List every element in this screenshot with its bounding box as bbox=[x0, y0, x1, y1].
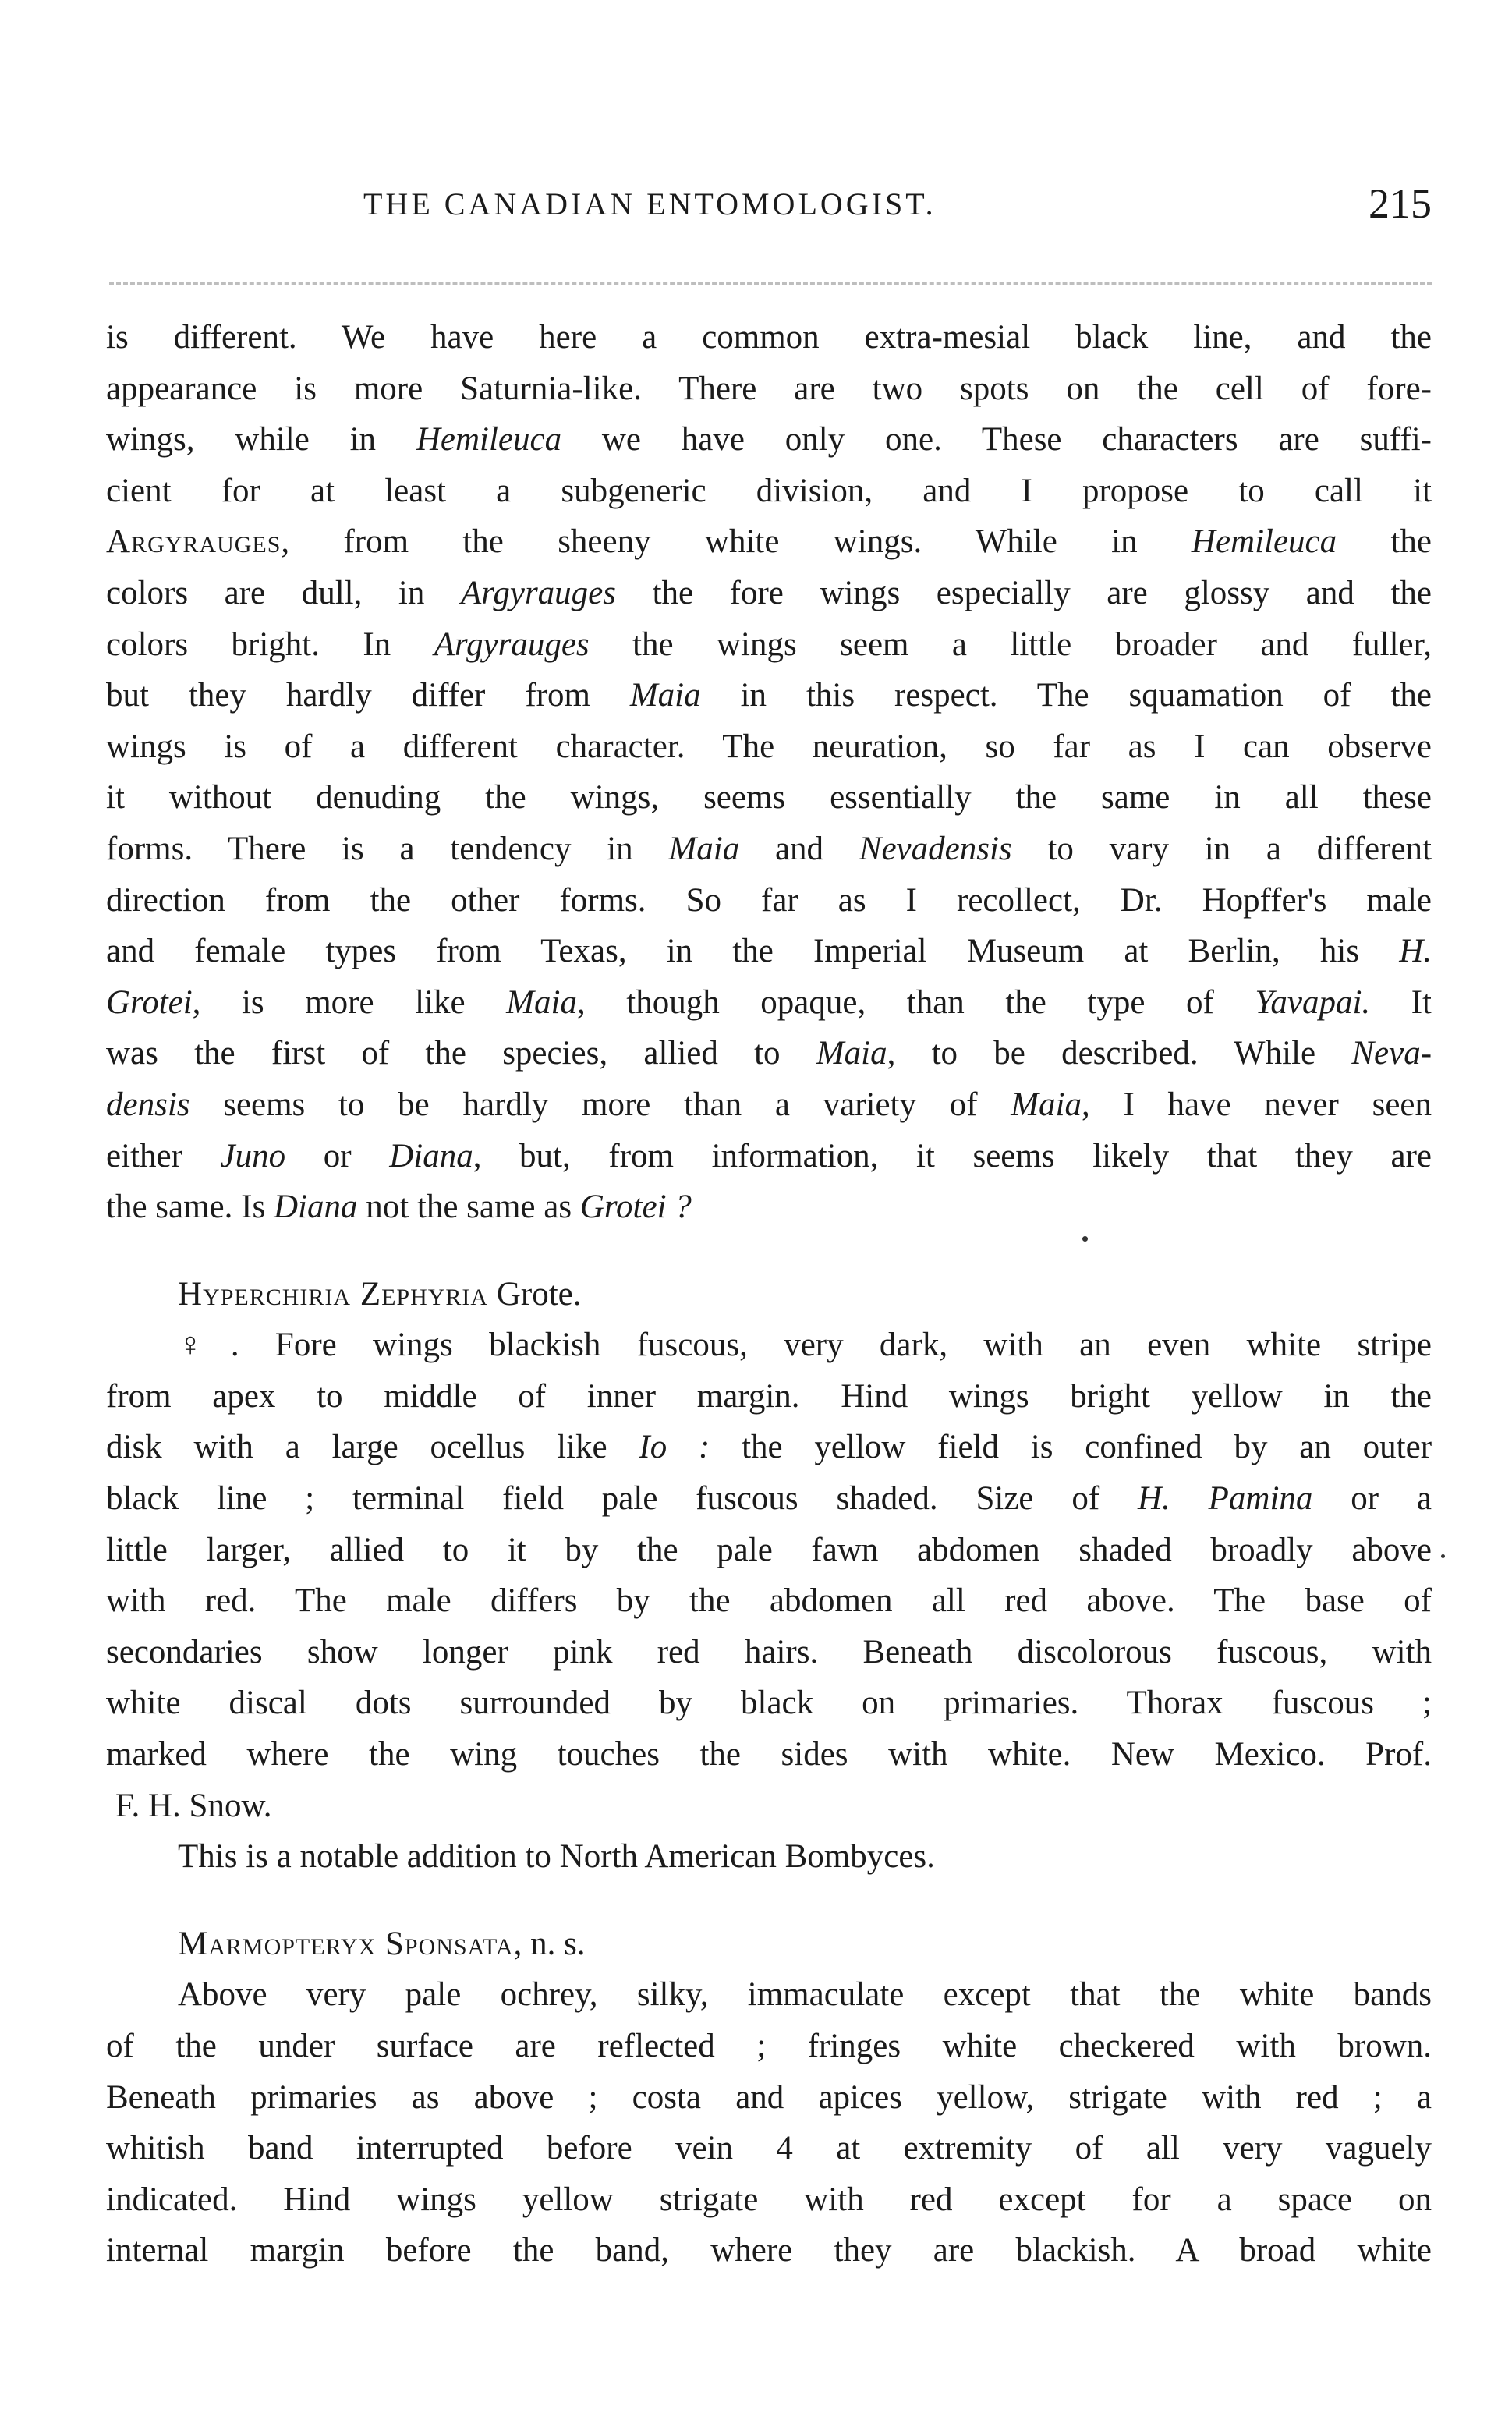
text-segment: whitish band interrupted before vein 4 at extremity of all very vaguely bbox=[106, 2130, 1432, 2167]
text-segment: not the same as bbox=[357, 1189, 580, 1226]
text-line bbox=[106, 1422, 1432, 1473]
text-segment: wings is of a different character. The neuration, so far as I can observe bbox=[106, 728, 1432, 765]
text-segment: it without denuding the wings, seems essentially the same in all these bbox=[106, 779, 1432, 817]
text-segment: and bbox=[739, 830, 859, 867]
genus-name: Hemileuca bbox=[1191, 523, 1337, 561]
text-line bbox=[106, 568, 1432, 619]
text-segment: indicated. Hind wings yellow strigate with red except for a space on bbox=[106, 2181, 1432, 2218]
text-segment: black line ; terminal field pale fuscous shaded. Size of bbox=[106, 1480, 1138, 1518]
text-segment: secondaries show longer pink red hairs. Beneath discolorous fuscous, with bbox=[106, 1633, 1432, 1671]
text-segment: internal margin before the band, where they are blackish. A broad white bbox=[106, 2232, 1432, 2269]
species-name: Juno bbox=[220, 1137, 286, 1175]
text-line bbox=[106, 2123, 1432, 2174]
text-line bbox=[106, 926, 1432, 977]
text-line bbox=[106, 2174, 1432, 2226]
text-segment: is different. We have here a common extra-mesial black line, and the bbox=[106, 319, 1432, 356]
header-rule bbox=[109, 282, 1432, 285]
text-segment: or a bbox=[1312, 1480, 1432, 1518]
text-line bbox=[106, 1320, 1432, 1371]
species-name: Yavapai. bbox=[1255, 983, 1371, 1021]
text-line bbox=[106, 1678, 1432, 1729]
species-name: Io : bbox=[639, 1429, 710, 1466]
text-segment: cient for at least a subgeneric division, and I propose to call it bbox=[106, 472, 1432, 509]
page-body bbox=[106, 312, 1432, 2276]
text-segment: in this respect. The squamation of the bbox=[700, 677, 1432, 714]
text-segment: little larger, allied to it by the pale fawn abdomen shaded broadly above bbox=[106, 1531, 1432, 1568]
text-line bbox=[106, 2021, 1432, 2072]
text-line bbox=[106, 977, 1432, 1029]
text-line bbox=[106, 619, 1432, 671]
text-line bbox=[106, 1131, 1432, 1182]
text-segment: the bbox=[1337, 523, 1432, 561]
text-segment: the same. Is bbox=[106, 1189, 274, 1226]
text-segment: marked where the wing touches the sides with white. New Mexico. Prof. bbox=[106, 1736, 1432, 1773]
section-spacer bbox=[106, 1883, 1432, 1919]
text-line bbox=[106, 670, 1432, 721]
species-name: Grotei ? bbox=[579, 1189, 692, 1226]
text-line bbox=[106, 1831, 1432, 1883]
species-name: Maia bbox=[1011, 1086, 1082, 1123]
text-segment: , from the sheeny white wings. While in bbox=[281, 523, 1192, 561]
species-heading-author: Grote. bbox=[488, 1275, 582, 1313]
genus-name: Argyrauges bbox=[434, 625, 590, 663]
paragraph-argyrauges bbox=[106, 312, 1432, 1233]
species-heading-name: Marmopteryx Sponsata bbox=[178, 1925, 514, 1962]
text-segment: Beneath primaries as above ; costa and apices yellow, strigate with red ; a bbox=[106, 2078, 1432, 2116]
text-segment: of the under surface are reflected ; fringes white checkered with brown. bbox=[106, 2028, 1432, 2064]
new-genus-name: Argyrauges bbox=[106, 523, 282, 561]
text-line bbox=[106, 1729, 1432, 1780]
text-line bbox=[106, 1969, 1432, 2021]
entry-marmopteryx-sponsata bbox=[106, 1919, 1432, 2276]
text-line bbox=[106, 1079, 1432, 1131]
species-name: H. Pamina bbox=[1138, 1480, 1313, 1518]
species-heading-name: Hyperchiria Zephyria bbox=[178, 1275, 489, 1313]
text-line bbox=[106, 824, 1432, 875]
text-line bbox=[106, 414, 1432, 466]
species-name: Grotei bbox=[106, 983, 193, 1021]
species-name: Maia bbox=[816, 1035, 887, 1072]
text-line bbox=[106, 1575, 1432, 1627]
text-segment: seems to be hardly more than a variety of bbox=[189, 1086, 1011, 1123]
entry-hyperchiria-zephyria bbox=[106, 1269, 1432, 1883]
species-name: H. bbox=[1399, 933, 1432, 970]
text-segment: forms. There is a tendency in bbox=[106, 830, 669, 867]
print-speck bbox=[1082, 1236, 1088, 1242]
text-line bbox=[106, 2225, 1432, 2276]
text-segment: the fore wings especially are glossy and the bbox=[616, 574, 1432, 611]
species-heading bbox=[106, 1269, 1432, 1320]
text-segment: and female types from Texas, in the Imperial Museum at Berlin, his bbox=[106, 933, 1400, 970]
text-segment: appearance is more Saturnia-like. There are two spots on the cell of fore- bbox=[106, 370, 1432, 407]
text-segment: colors are dull, in bbox=[106, 574, 461, 611]
species-name: densis bbox=[106, 1086, 190, 1123]
text-line bbox=[106, 516, 1432, 568]
text-line bbox=[106, 363, 1432, 415]
text-segment: or bbox=[285, 1137, 390, 1175]
text-segment: to vary in a different bbox=[1011, 830, 1432, 867]
text-segment: It bbox=[1370, 983, 1432, 1021]
text-segment: F. H. Snow. bbox=[115, 1787, 272, 1824]
text-line bbox=[106, 1473, 1432, 1525]
text-segment: wings, while in bbox=[106, 421, 416, 459]
text-segment: , but, from information, it seems likely that they are bbox=[473, 1137, 1432, 1175]
text-segment: disk with a large ocellus like bbox=[106, 1429, 639, 1466]
text-line bbox=[106, 772, 1432, 824]
text-segment: with red. The male differs by the abdomen all red above. The base of bbox=[106, 1582, 1432, 1620]
text-line bbox=[106, 466, 1432, 517]
text-line bbox=[106, 1371, 1432, 1423]
text-line bbox=[106, 1780, 1432, 1832]
text-segment: Above very pale ochrey, silky, immaculate except that the white bands bbox=[178, 1976, 1432, 2014]
text-line bbox=[106, 1182, 1432, 1233]
genus-name: Hemileuca bbox=[416, 421, 562, 459]
text-line bbox=[106, 2072, 1432, 2124]
text-segment: , I have never seen bbox=[1082, 1086, 1432, 1123]
text-segment: we have only one. These characters are suffi- bbox=[561, 421, 1432, 459]
page-number: 215 bbox=[1369, 180, 1432, 227]
text-line bbox=[106, 1028, 1432, 1079]
text-segment: , is more like bbox=[192, 983, 507, 1021]
text-segment: ♀. Fore wings blackish fuscous, very dark, with an even white stripe bbox=[178, 1327, 1432, 1364]
genus-name: Argyrauges bbox=[460, 574, 616, 611]
text-segment: the wings seem a little broader and fuller, bbox=[589, 625, 1432, 663]
text-segment: colors bright. In bbox=[106, 625, 434, 663]
text-segment: direction from the other forms. So far as I recollect, Dr. Hopffer's male bbox=[106, 881, 1432, 919]
species-heading bbox=[106, 1919, 1432, 1970]
text-line bbox=[106, 1627, 1432, 1678]
text-segment: , though opaque, than the type of bbox=[576, 983, 1255, 1021]
text-segment: either bbox=[106, 1137, 221, 1175]
text-segment: white discal dots surrounded by black on primaries. Thorax fuscous ; bbox=[106, 1685, 1432, 1722]
text-line bbox=[106, 312, 1432, 363]
text-segment: but they hardly differ from bbox=[106, 677, 630, 714]
species-name: Nevadensis bbox=[859, 830, 1012, 867]
section-spacer bbox=[106, 1233, 1432, 1269]
species-heading-suffix: , n. s. bbox=[513, 1925, 586, 1962]
page-header bbox=[106, 180, 1432, 240]
text-segment: , to be described. While bbox=[887, 1035, 1352, 1072]
text-line bbox=[106, 875, 1432, 927]
running-title: THE CANADIAN ENTOMOLOGIST. bbox=[363, 186, 937, 221]
species-name: Maia bbox=[629, 677, 701, 714]
species-name: Neva- bbox=[1351, 1035, 1432, 1072]
text-segment: was the first of the species, allied to bbox=[106, 1035, 816, 1072]
species-name: Diana bbox=[389, 1137, 473, 1175]
print-speck bbox=[1441, 1554, 1445, 1558]
species-name: Maia bbox=[506, 983, 577, 1021]
text-segment: the yellow field is confined by an outer bbox=[710, 1429, 1432, 1466]
text-segment: This is a notable addition to North American Bombyces. bbox=[178, 1838, 935, 1876]
text-segment: from apex to middle of inner margin. Hind wings bright yellow in the bbox=[106, 1377, 1432, 1415]
species-name: Maia bbox=[668, 830, 740, 867]
text-line bbox=[106, 1525, 1432, 1576]
text-line bbox=[106, 721, 1432, 773]
species-name: Diana bbox=[273, 1189, 358, 1226]
